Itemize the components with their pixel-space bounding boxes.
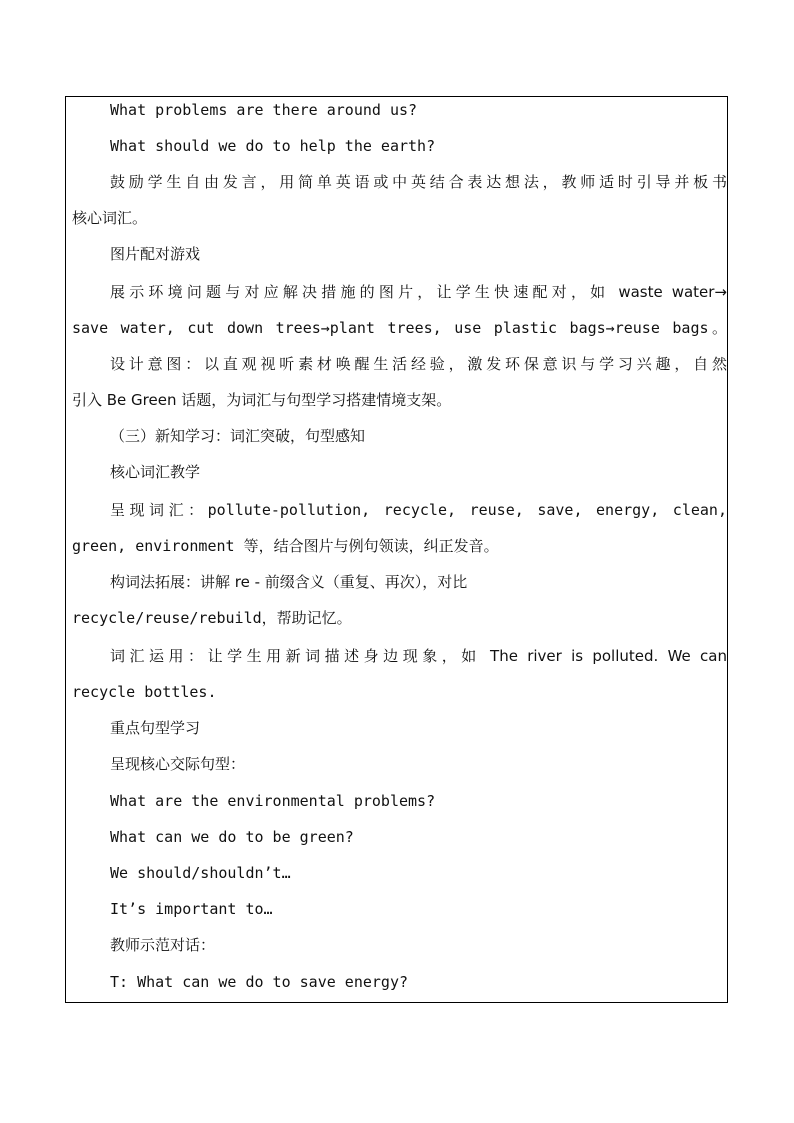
subsection-heading: 重点句型学习 [110, 719, 201, 737]
section-heading: （三）新知学习：词汇突破，句型感知 [110, 427, 366, 445]
sentence-pattern: We should/shouldn’t… [110, 864, 291, 882]
paragraph-line: 设计意图：以直观视听素材唤醒生活经验，激发环保意识与学习兴趣，自然 [110, 355, 727, 373]
question-line-2: What should we do to help the earth? [110, 137, 436, 155]
sentence-pattern: It’s important to… [110, 900, 273, 918]
paragraph-line: 构词法拓展：讲解 re - 前缀含义（重复、再次），对比 [110, 573, 468, 591]
dialogue-line: T: What can we do to save energy? [110, 973, 409, 991]
paragraph-line: 展示环境问题与对应解决措施的图片，让学生快速配对，如 waste water→ [110, 283, 727, 301]
paragraph-line: save water, cut down trees→plant trees, use plastic bags→reuse bags。 [72, 319, 727, 337]
paragraph-line: recycle bottles. [72, 683, 217, 701]
section-heading: 图片配对游戏 [110, 245, 201, 263]
paragraph-line: green, environment 等，结合图片与例句领读，纠正发音。 [72, 537, 499, 555]
paragraph-line: 呈现词汇：pollute-pollution, recycle, reuse, save, energy, clean, [110, 501, 727, 519]
sentence-pattern: What can we do to be green? [110, 828, 354, 846]
question-line-1: What problems are there around us? [110, 101, 418, 119]
paragraph-line: 核心词汇。 [72, 209, 148, 227]
paragraph-line: 教师示范对话： [110, 936, 216, 954]
paragraph-line: 引入 Be Green 话题，为词汇与句型学习搭建情境支架。 [72, 391, 452, 409]
paragraph-line: recycle/reuse/rebuild，帮助记忆。 [72, 609, 352, 627]
paragraph-line: 呈现核心交际句型： [110, 755, 246, 773]
paragraph-line: 词汇运用：让学生用新词描述身边现象，如 The river is polluted. We can [110, 647, 727, 665]
paragraph-line: 鼓励学生自由发言，用简单英语或中英结合表达想法，教师适时引导并板书 [110, 173, 727, 191]
subsection-heading: 核心词汇教学 [110, 463, 201, 481]
sentence-pattern: What are the environmental problems? [110, 792, 436, 810]
